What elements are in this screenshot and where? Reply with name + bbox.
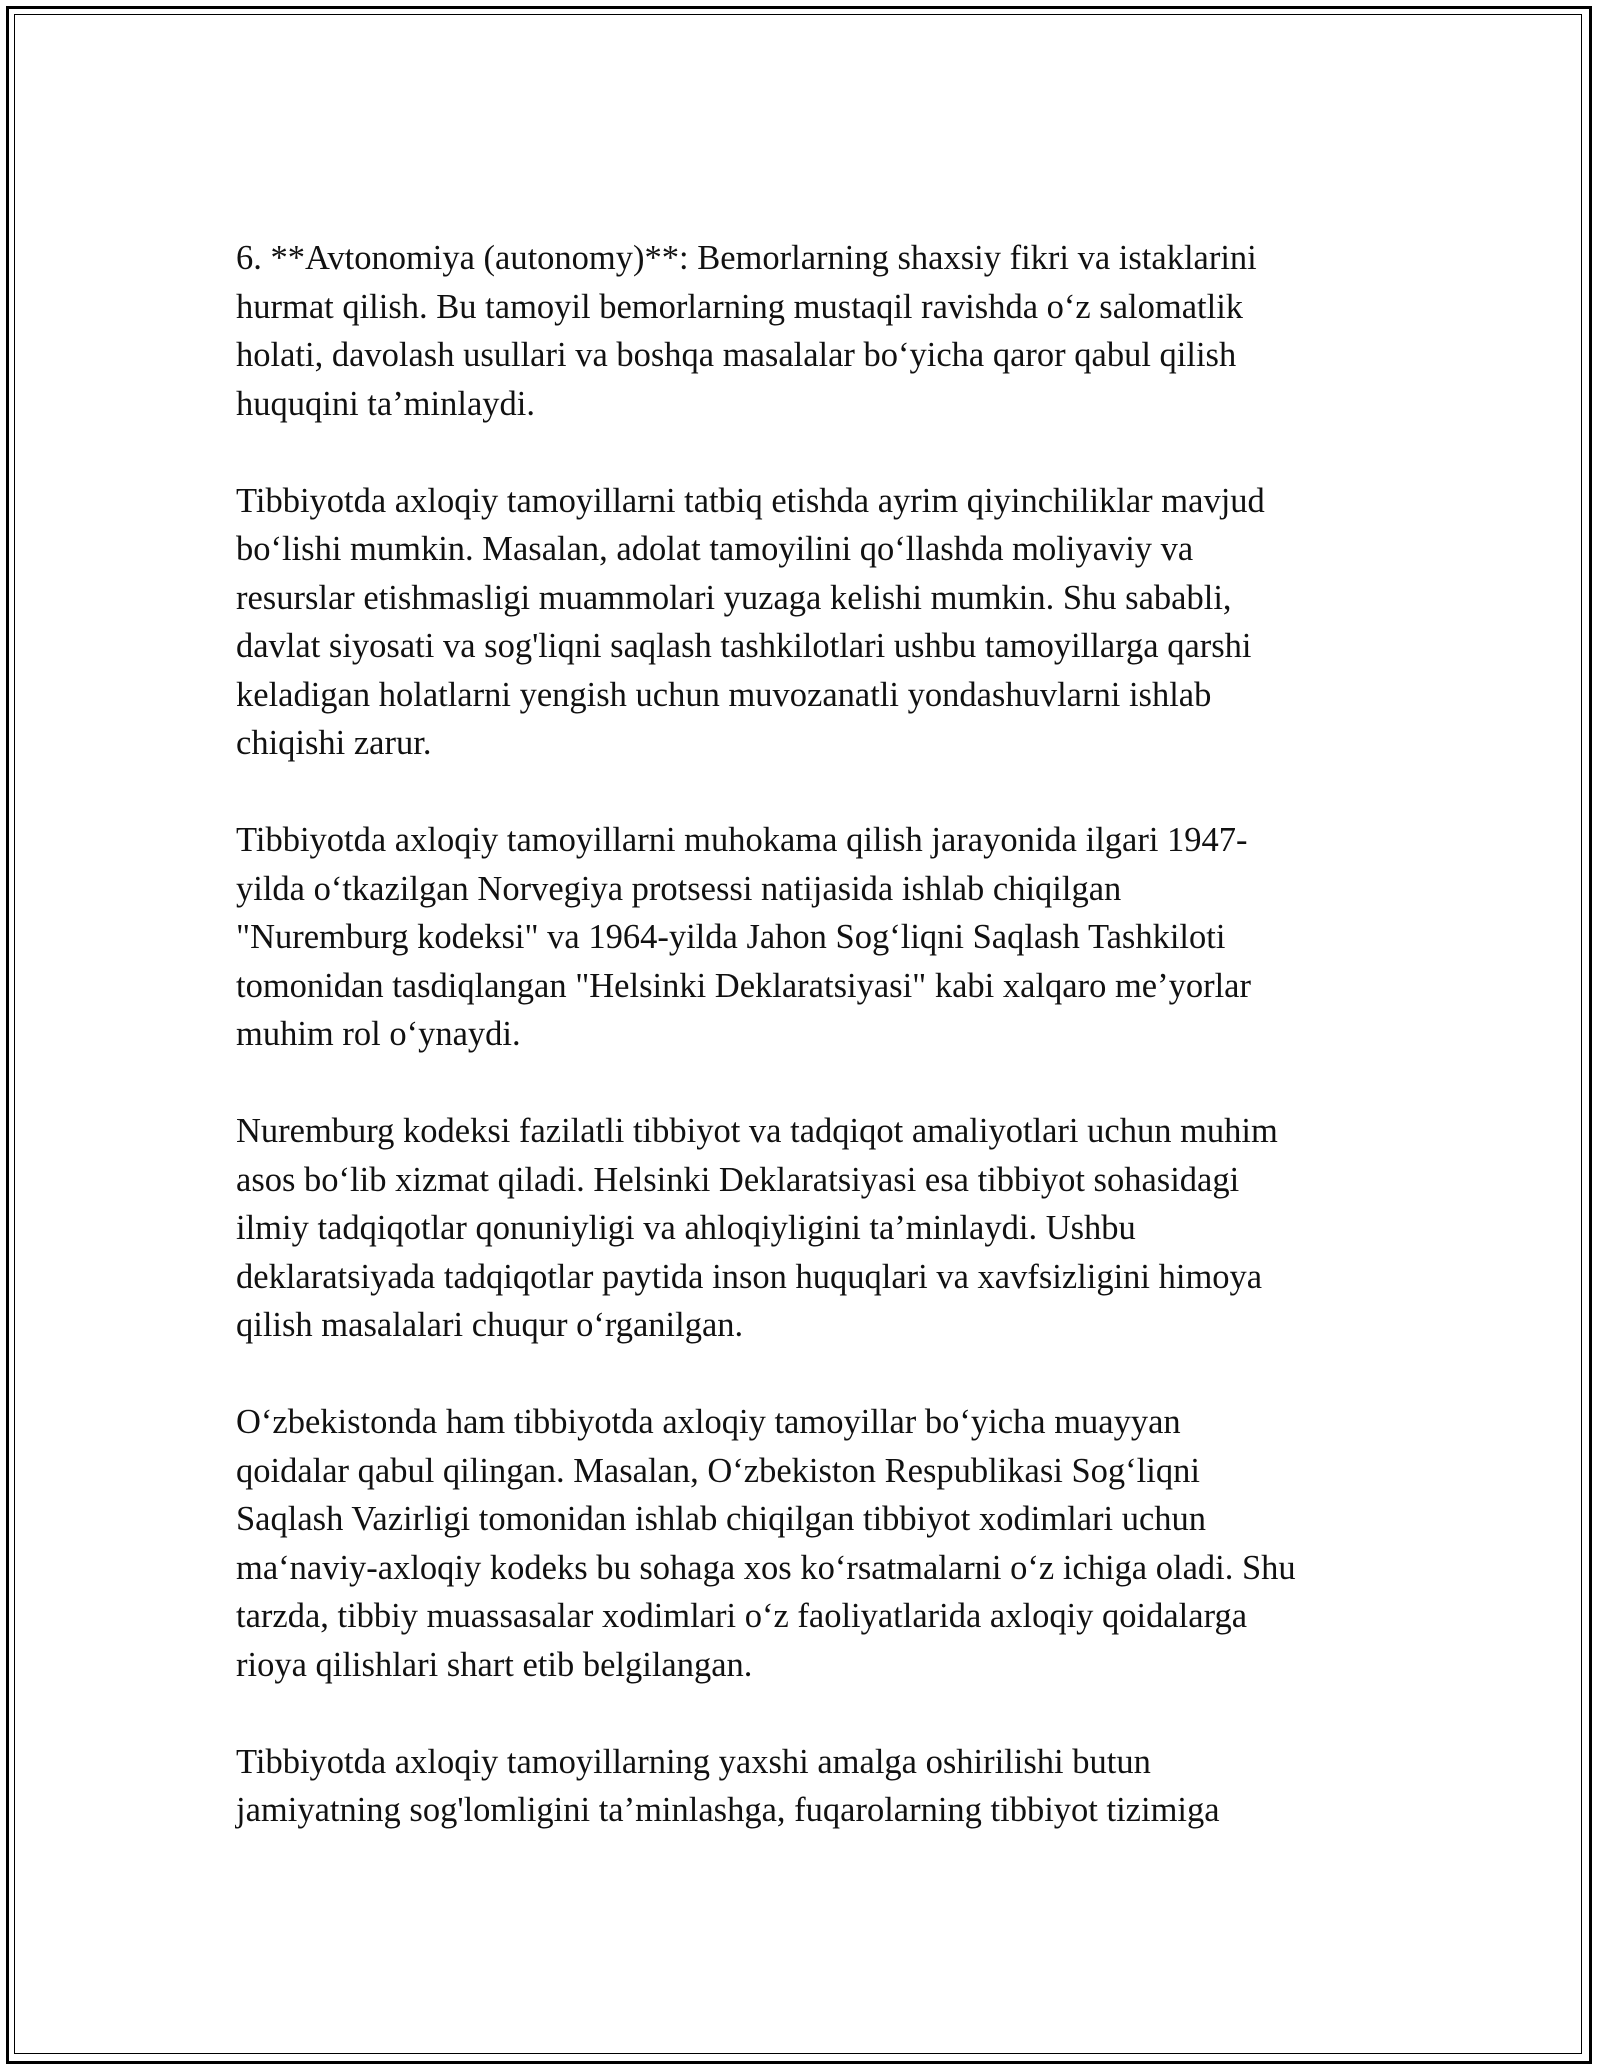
text-line: bo‘lishi mumkin. Masalan, adolat tamoyilini qo‘llashda moliyaviy va bbox=[236, 530, 1194, 568]
text-line: qilish masalalari chuqur o‘rganilgan. bbox=[236, 1306, 744, 1344]
text-line: ilmiy tadqiqotlar qonuniyligi va ahloqiyligini ta’minlaydi. Ushbu bbox=[236, 1209, 1136, 1247]
text-line: deklaratsiyada tadqiqotlar paytida inson huquqlari va xavfsizligini himoya bbox=[236, 1257, 1263, 1296]
text-line: ma‘naviy-axloqiy kodeks bu sohaga xos ko‘rsatmalarni o‘z ichiga oladi. Shu bbox=[236, 1548, 1296, 1587]
text-line: keladigan holatlarni yengish uchun muvozanatli yondashuvlarni ishlab bbox=[236, 675, 1212, 714]
document-body bbox=[236, 234, 1376, 1835]
text-line: yilda o‘tkazilgan Norvegiya protsessi natijasida ishlab chiqilgan bbox=[236, 869, 1122, 908]
text-line: hurmat qilish. Bu tamoyil bemorlarning mustaqil ravishda o‘z salomatlik bbox=[236, 287, 1244, 326]
text-line: asos bo‘lib xizmat qiladi. Helsinki Deklaratsiyasi esa tibbiyot sohasidagi bbox=[236, 1160, 1240, 1199]
text-line: davlat siyosati va sog'liqni saqlash tashkilotlari ushbu tamoyillarga qarshi bbox=[236, 627, 1252, 665]
text-line: rioya qilishlari shart etib belgilangan. bbox=[236, 1645, 753, 1684]
paragraph-uzbekistan bbox=[236, 1398, 1376, 1689]
text-line: "Nuremburg kodeksi" va 1964-yilda Jahon Sog‘liqni Saqlash Tashkiloti bbox=[236, 918, 1226, 956]
text-line: tomonidan tasdiqlangan "Helsinki Deklaratsiyasi" kabi xalqaro me’yorlar bbox=[236, 966, 1251, 1005]
text-line: O‘zbekistonda ham tibbiyotda axloqiy tamoyillar bo‘yicha muayyan bbox=[236, 1403, 1181, 1441]
text-line: 6. **Avtonomiya (autonomy)**: Bemorlarning shaxsiy fikri va istaklarini bbox=[236, 239, 1257, 277]
text-line: tarzda, tibbiy muassasalar xodimlari o‘z faoliyatlarida axloqiy qoidalarga bbox=[236, 1597, 1248, 1635]
text-line: muhim rol o‘ynaydi. bbox=[236, 1015, 521, 1053]
paragraph-autonomy bbox=[236, 234, 1376, 428]
text-line: qoidalar qabul qilingan. Masalan, O‘zbekiston Respublikasi Sog‘liqni bbox=[236, 1451, 1200, 1490]
text-line: chiqishi zarur. bbox=[236, 724, 432, 762]
paragraph-conclusion bbox=[236, 1738, 1376, 1835]
text-line: Nuremburg kodeksi fazilatli tibbiyot va tadqiqot amaliyotlari uchun muhim bbox=[236, 1112, 1278, 1150]
paragraph-international-norms bbox=[236, 816, 1376, 1059]
text-line: Saqlash Vazirligi tomonidan ishlab chiqilgan tibbiyot xodimlari uchun bbox=[236, 1500, 1207, 1538]
text-line: Tibbiyotda axloqiy tamoyillarni muhokama qilish jarayonida ilgari 1947- bbox=[236, 821, 1248, 859]
paragraph-nuremberg-helsinki bbox=[236, 1107, 1376, 1350]
paragraph-challenges bbox=[236, 477, 1376, 768]
text-line: Tibbiyotda axloqiy tamoyillarning yaxshi amalga oshirilishi butun bbox=[236, 1742, 1151, 1781]
text-line: resurslar etishmasligi muammolari yuzaga kelishi mumkin. Shu sababli, bbox=[236, 578, 1232, 617]
text-line: huquqini ta’minlaydi. bbox=[236, 384, 535, 423]
text-line: holati, davolash usullari va boshqa masalalar bo‘yicha qaror qabul qilish bbox=[236, 336, 1237, 374]
text-line: jamiyatning sog'lomligini ta’minlashga, fuqarolarning tibbiyot tizimiga bbox=[236, 1791, 1220, 1829]
text-line: Tibbiyotda axloqiy tamoyillarni tatbiq etishda ayrim qiyinchiliklar mavjud bbox=[236, 481, 1265, 520]
